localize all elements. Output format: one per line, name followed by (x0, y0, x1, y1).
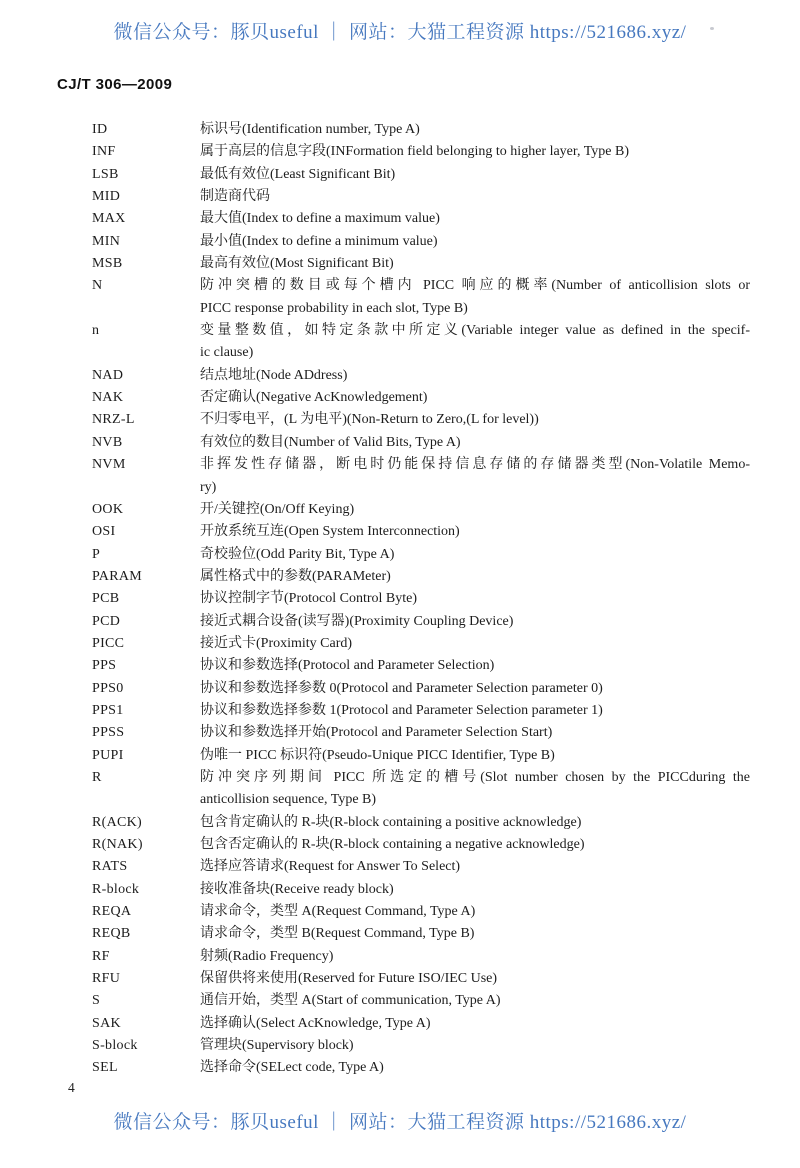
definition-line: 伪唯一 PICC 标识符(Pseudo-Unique PICC Identifier, Type B) (200, 747, 555, 763)
definition-line: 非挥发性存储器，断电时仍能保持信息存储的存储器类型(Non-Volatile Memo- (200, 457, 750, 473)
glossary-definition (200, 923, 750, 945)
definition-line: 开放系统互连(Open System Interconnection) (200, 524, 460, 540)
glossary-entry (92, 164, 752, 186)
glossary-definition (200, 454, 750, 499)
definition-line: 防冲突槽的数目或每个槽内 PICC 响应的概率(Number of anticollision slots or (200, 278, 750, 294)
definition-line: 选择确认(Select AcKnowledge, Type A) (200, 1015, 431, 1031)
glossary-entry (92, 544, 752, 566)
glossary-entry (92, 588, 752, 610)
glossary-definition (200, 164, 750, 186)
glossary-definition (200, 968, 750, 990)
glossary-definition (200, 253, 750, 275)
glossary-list (92, 119, 752, 1080)
glossary-definition (200, 633, 750, 655)
glossary-term: R (92, 769, 102, 785)
glossary-term: RATS (92, 859, 128, 875)
glossary-term: MAX (92, 211, 126, 227)
glossary-entry (92, 923, 752, 945)
glossary-definition (200, 700, 750, 722)
definition-line: 属于高层的信息字段(INFormation field belonging to higher layer, Type B) (200, 144, 630, 160)
glossary-entry (92, 409, 752, 431)
doc-number: CJ/T 306—2009 (57, 76, 173, 93)
glossary-definition (200, 1035, 750, 1057)
glossary-definition (200, 856, 750, 878)
glossary-definition (200, 588, 750, 610)
definition-line: 接近式耦合设备(读写器)(Proximity Coupling Device) (200, 613, 514, 629)
glossary-term: MSB (92, 256, 123, 272)
glossary-term: PPS (92, 658, 117, 674)
glossary-entry (92, 678, 752, 700)
glossary-definition (200, 566, 750, 588)
glossary-term: NAD (92, 367, 124, 383)
scan-artifact-dot (710, 27, 714, 30)
definition-line: 协议和参数选择(Protocol and Parameter Selection) (200, 658, 495, 674)
glossary-definition (200, 387, 750, 409)
definition-line: ic clause) (200, 345, 254, 361)
glossary-term: MID (92, 189, 121, 205)
definition-line: 选择应答请求(Request for Answer To Select) (200, 859, 461, 875)
glossary-entry (92, 387, 752, 409)
glossary-entry (92, 990, 752, 1012)
definition-line: 包含否定确认的 R-块(R-block containing a negative acknowledge) (200, 837, 585, 852)
glossary-term: SAK (92, 1015, 121, 1031)
glossary-entry (92, 767, 752, 812)
glossary-definition (200, 141, 750, 163)
definition-line: 保留供将来使用(Reserved for Future ISO/IEC Use) (200, 971, 498, 987)
glossary-entry (92, 253, 752, 275)
glossary-entry (92, 432, 752, 454)
definition-line: 最小值(Index to define a minimum value) (200, 233, 438, 249)
definition-line: 不归零电平，(L 为电平)(Non-Return to Zero,(L for level)) (200, 412, 539, 428)
glossary-definition (200, 521, 750, 543)
glossary-definition (200, 499, 750, 521)
glossary-entry (92, 946, 752, 968)
definition-line: 否定确认(Negative AcKnowledgement) (200, 390, 428, 406)
definition-line: 管理块(Supervisory block) (200, 1038, 354, 1054)
glossary-entry (92, 186, 752, 208)
glossary-entry (92, 1057, 752, 1079)
definition-line: 最低有效位(Least Significant Bit) (200, 166, 396, 182)
glossary-entry (92, 1013, 752, 1035)
glossary-entry (92, 320, 752, 365)
definition-line: 奇校验位(Odd Parity Bit, Type A) (200, 546, 395, 562)
glossary-definition (200, 655, 750, 677)
glossary-entry (92, 968, 752, 990)
definition-line: 最大值(Index to define a maximum value) (200, 211, 440, 227)
glossary-term: RFU (92, 971, 121, 987)
glossary-term: MIN (92, 233, 121, 249)
glossary-entry (92, 231, 752, 253)
glossary-definition (200, 767, 750, 812)
glossary-entry (92, 454, 752, 499)
glossary-term: R(ACK) (92, 814, 143, 830)
glossary-term: REQB (92, 926, 131, 942)
definition-line: 协议和参数选择开始(Protocol and Parameter Selection Start) (200, 725, 553, 741)
definition-line: 制造商代码 (200, 189, 270, 205)
glossary-entry (92, 141, 752, 163)
watermark-bottom: 微信公众号：豚贝useful ｜ 网站：大猫工程资源 https://521686.xyz/ (113, 1112, 687, 1133)
glossary-term: LSB (92, 166, 119, 182)
glossary-term: REQA (92, 904, 132, 920)
definition-line: 接收准备块(Receive ready block) (200, 881, 394, 897)
glossary-entry (92, 499, 752, 521)
glossary-term: NRZ-L (92, 412, 135, 428)
glossary-term: ID (92, 122, 108, 137)
glossary-entry (92, 901, 752, 923)
glossary-entry (92, 521, 752, 543)
glossary-definition (200, 1013, 750, 1035)
definition-line: 接近式卡(Proximity Card) (200, 635, 353, 651)
glossary-definition (200, 544, 750, 566)
definition-line: anticollision sequence, Type B) (200, 792, 377, 808)
glossary-term: R(NAK) (92, 837, 143, 852)
definition-line: 通信开始，类型 A(Start of communication, Type A) (200, 993, 501, 1009)
definition-line: 包含肯定确认的 R-块(R-block containing a positive acknowledge) (200, 814, 582, 830)
glossary-entry (92, 812, 752, 834)
definition-line: 最高有效位(Most Significant Bit) (200, 256, 394, 272)
glossary-definition (200, 409, 750, 431)
glossary-term: OSI (92, 524, 116, 540)
glossary-term: PPS1 (92, 702, 124, 718)
glossary-entry (92, 566, 752, 588)
glossary-definition (200, 946, 750, 968)
glossary-entry (92, 856, 752, 878)
glossary-entry (92, 119, 752, 141)
glossary-definition (200, 745, 750, 767)
glossary-definition (200, 208, 750, 230)
glossary-entry (92, 611, 752, 633)
definition-line: 有效位的数目(Number of Valid Bits, Type A) (200, 434, 461, 450)
glossary-term: PCD (92, 613, 121, 629)
glossary-term: PICC (92, 635, 125, 651)
glossary-term: PCB (92, 591, 120, 607)
glossary-term: PARAM (92, 568, 143, 584)
glossary-term: PPS0 (92, 680, 124, 696)
glossary-entry (92, 633, 752, 655)
glossary-term: NVB (92, 434, 123, 450)
definition-line: ry) (200, 479, 217, 495)
glossary-entry (92, 1035, 752, 1057)
glossary-term: R-block (92, 881, 140, 897)
glossary-definition (200, 901, 750, 923)
definition-line: 协议控制字节(Protocol Control Byte) (200, 591, 417, 607)
glossary-term: P (92, 546, 101, 562)
glossary-definition (200, 678, 750, 700)
glossary-definition (200, 722, 750, 744)
glossary-definition (200, 834, 750, 856)
glossary-definition (200, 231, 750, 253)
glossary-definition (200, 186, 750, 208)
definition-line: 防冲突序列期间 PICC 所选定的槽号(Slot number chosen by the PICCduring the (200, 769, 750, 785)
glossary-term: S-block (92, 1038, 138, 1054)
glossary-definition (200, 365, 750, 387)
glossary-definition (200, 432, 750, 454)
glossary-term: PUPI (92, 747, 124, 763)
watermark-top: 微信公众号：豚贝useful ｜ 网站：大猫工程资源 https://521686.xyz/ (113, 22, 687, 43)
definition-line: 变量整数值，如特定条款中所定义(Variable integer value as defined in the specif- (200, 323, 750, 339)
glossary-definition (200, 990, 750, 1012)
definition-line: 属性格式中的参数(PARAMeter) (200, 568, 391, 584)
glossary-term: SEL (92, 1060, 118, 1076)
glossary-term: INF (92, 144, 116, 160)
glossary-term: NAK (92, 390, 124, 406)
glossary-term: PPSS (92, 725, 125, 741)
glossary-term: S (92, 993, 101, 1009)
glossary-entry (92, 834, 752, 856)
definition-line: 标识号(Identification number, Type A) (200, 122, 420, 137)
glossary-entry (92, 365, 752, 387)
glossary-term: n (92, 323, 100, 339)
glossary-entry (92, 879, 752, 901)
glossary-entry (92, 700, 752, 722)
definition-line: 请求命令，类型 A(Request Command, Type A) (200, 904, 476, 920)
definition-line: 选择命令(SELect code, Type A) (200, 1060, 384, 1076)
glossary-entry (92, 275, 752, 320)
definition-line: 开/关键控(On/Off Keying) (200, 501, 355, 517)
definition-line: 协议和参数选择参数 0(Protocol and Parameter Selection parameter 0) (200, 680, 603, 696)
glossary-entry (92, 745, 752, 767)
glossary-definition (200, 320, 750, 365)
definition-line: 结点地址(Node ADdress) (200, 367, 348, 383)
glossary-entry (92, 208, 752, 230)
definition-line: 请求命令，类型 B(Request Command, Type B) (200, 926, 475, 942)
glossary-term: NVM (92, 457, 126, 473)
definition-line: 射频(Radio Frequency) (200, 948, 334, 964)
glossary-entry (92, 655, 752, 677)
glossary-definition (200, 275, 750, 320)
definition-line: PICC response probability in each slot, Type B) (200, 300, 468, 316)
glossary-entry (92, 722, 752, 744)
page-number: 4 (68, 1080, 75, 1095)
glossary-definition (200, 611, 750, 633)
glossary-definition (200, 1057, 750, 1079)
glossary-definition (200, 812, 750, 834)
glossary-definition (200, 879, 750, 901)
glossary-term: OOK (92, 501, 124, 517)
glossary-term: RF (92, 948, 110, 964)
glossary-term: N (92, 278, 103, 294)
definition-line: 协议和参数选择参数 1(Protocol and Parameter Selection parameter 1) (200, 702, 603, 718)
glossary-definition (200, 119, 750, 141)
